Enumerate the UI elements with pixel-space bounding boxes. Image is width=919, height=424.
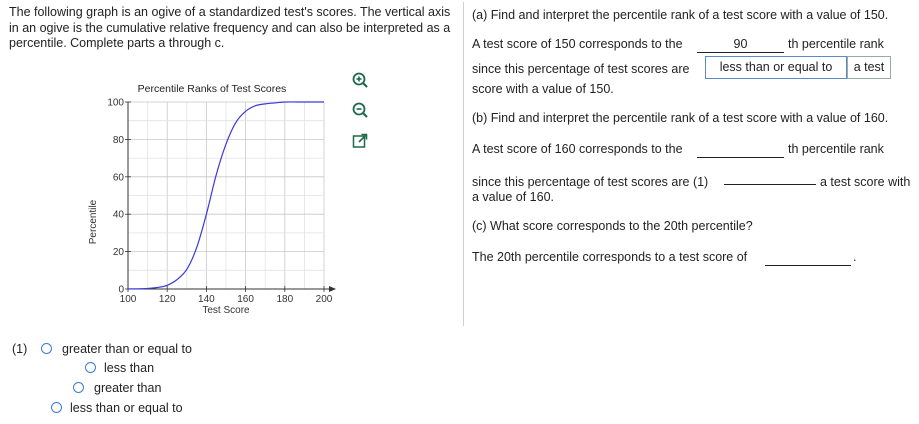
part-b-percentile-input[interactable]	[697, 157, 784, 158]
y-axis-label: Percentile	[88, 199, 99, 245]
part-a-line2-end-box	[847, 56, 891, 79]
option-label-1: greater than or equal to	[62, 342, 192, 356]
part-c-period: .	[853, 250, 857, 264]
option-radio-4[interactable]	[51, 402, 62, 413]
option-label-3: greater than	[94, 381, 162, 395]
part-a-line2-end: a test	[853, 60, 885, 74]
part-b-line1-start: A test score of 160 corresponds to the	[472, 142, 683, 156]
part-c-score-input[interactable]	[765, 265, 851, 266]
problem-intro: The following graph is an ogive of a standardized test's scores. The vertical axis in an ogive is the cumulative relative frequency and can also be interpreted as a percentile. Complete parts a through c.	[9, 5, 451, 50]
part-a-relation-select[interactable]: less than or equal to	[705, 56, 847, 79]
y-tick-label: 60	[112, 172, 124, 184]
part-b-line1-end: th percentile rank	[788, 142, 884, 156]
y-tick-label: 40	[112, 209, 124, 221]
popout-icon[interactable]	[351, 132, 369, 150]
zoom-out-icon[interactable]	[351, 101, 369, 119]
option-label-4: less than or equal to	[70, 401, 183, 415]
y-tick-label: 0	[118, 284, 124, 296]
x-tick-label: 120	[158, 294, 176, 305]
option-radio-3[interactable]	[73, 382, 84, 393]
part-a-line1-start: A test score of 150 corresponds to the	[472, 37, 683, 51]
x-axis-label: Test Score	[202, 305, 250, 316]
part-a-line1-end: th percentile rank	[788, 37, 884, 51]
part-b-line2-end: a test score with	[820, 175, 911, 189]
ogive-chart	[80, 76, 355, 321]
part-a-line3: score with a value of 150.	[472, 82, 614, 96]
part-b-line2-start: since this percentage of test scores are (1)	[472, 175, 709, 189]
part-a-percentile-answer[interactable]: 90	[733, 37, 748, 51]
options-marker: (1)	[12, 342, 28, 356]
part-b-line3: a value of 160.	[472, 190, 555, 204]
x-tick-label: 140	[198, 294, 215, 305]
y-tick-label: 20	[112, 247, 124, 259]
x-tick-label: 100	[119, 294, 137, 305]
part-c-question: (c) What score corresponds to the 20th percentile?	[472, 219, 753, 233]
x-tick-label: 180	[276, 294, 294, 305]
y-tick-label: 100	[107, 97, 124, 109]
x-axis-arrow	[329, 286, 336, 292]
part-b-question: (b) Find and interpret the percentile rank of a test score with a value of 160.	[472, 111, 889, 125]
part-b-relation-dropdown[interactable]	[724, 184, 816, 185]
chart-title: Percentile Ranks of Test Scores	[137, 83, 287, 95]
option-radio-1[interactable]	[41, 343, 52, 354]
column-divider	[463, 2, 464, 326]
part-a-percentile-blank	[697, 52, 784, 53]
x-tick-label: 200	[315, 294, 333, 305]
part-a-line2-start: since this percentage of test scores are	[472, 62, 690, 76]
zoom-in-icon[interactable]	[351, 71, 369, 89]
option-label-2: less than	[104, 361, 155, 375]
y-tick-label: 80	[112, 134, 124, 146]
x-tick-label: 160	[237, 294, 254, 305]
part-a-question: (a) Find and interpret the percentile rank of a test score with a value of 150.	[472, 8, 889, 22]
part-c-line1: The 20th percentile corresponds to a test score of	[472, 250, 748, 264]
option-radio-2[interactable]	[85, 362, 96, 373]
